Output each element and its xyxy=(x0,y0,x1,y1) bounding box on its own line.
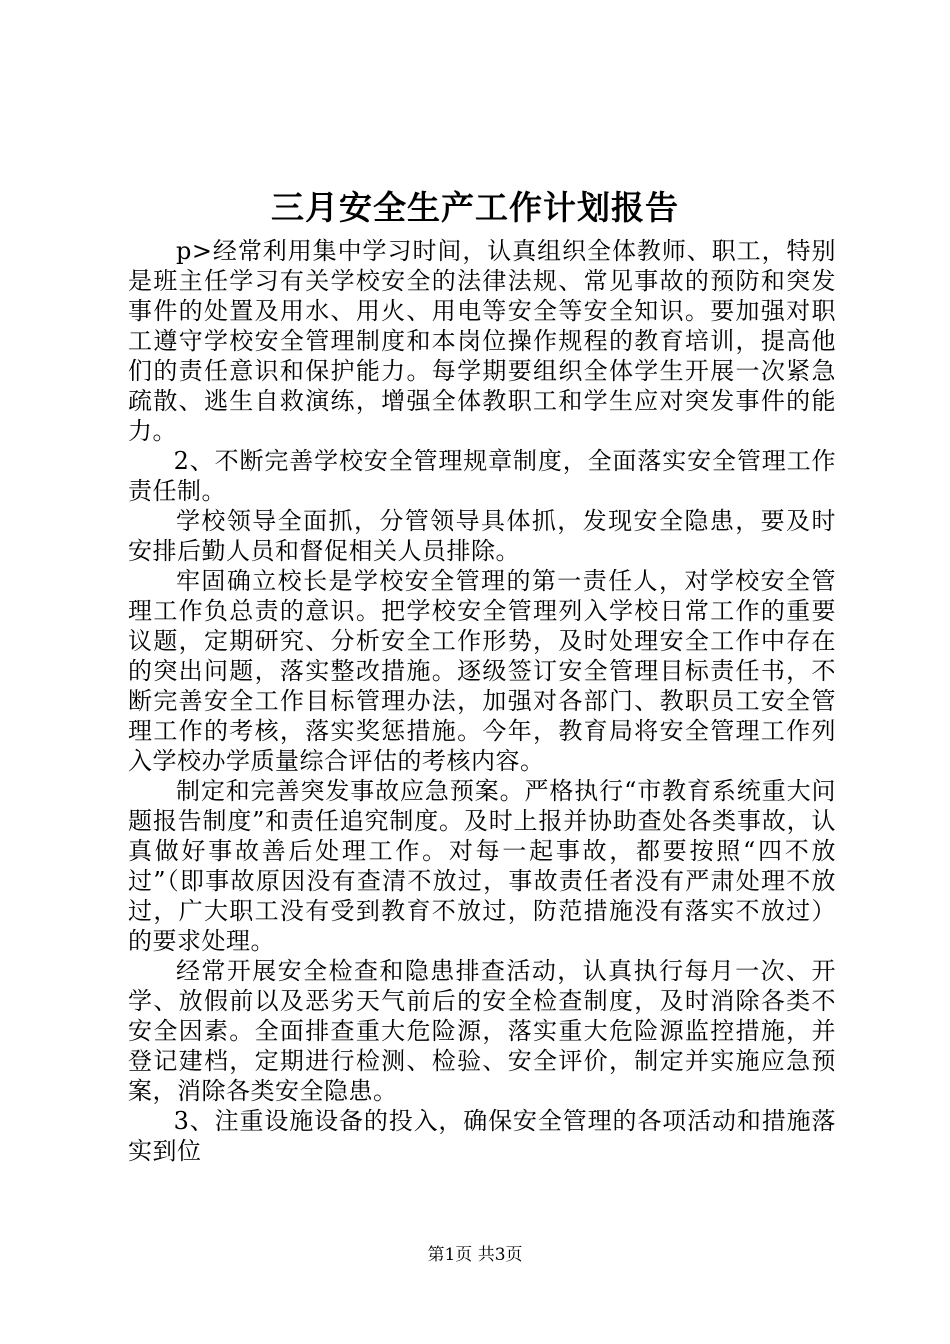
page-number-footer: 第1页 共3页 xyxy=(427,1245,523,1265)
paragraph-safety-inspection: 经常开展安全检查和隐患排查活动，认真执行每月一次、开学、放假前以及恶劣天气前后的安全检查制度，及时消除各类不安全因素。全面排查重大危险源，落实重大危险源监控措施，并登记建档，定期进行检测、检验、安全评价，制定并实施应急预案，消除各类安全隐患。 xyxy=(128,957,836,1105)
paragraph-leadership: 学校领导全面抓，分管领导具体抓，发现安全隐患，要及时安排后勤人员和督促相关人员排除。 xyxy=(128,507,836,565)
paragraph-section-2-heading: 2、不断完善学校安全管理规章制度，全面落实安全管理工作责任制。 xyxy=(128,447,836,505)
paragraph-section-3-heading: 3、注重设施设备的投入，确保安全管理的各项活动和措施落实到位 xyxy=(128,1107,836,1165)
paragraph-training: p>经常利用集中学习时间，认真组织全体教师、职工，特别是班主任学习有关学校安全的法律法规、常见事故的预防和突发事件的处置及用水、用火、用电等安全等安全知识。要加强对职工遵守学校安全管理制度和本岗位操作规程的教育培训，提高他们的责任意识和保护能力。每学期要组织全体学生开展一次紧急疏散、逃生自救演练，增强全体教职工和学生应对突发事件的能力。 xyxy=(128,237,836,445)
paragraph-principal-responsibility: 牢固确立校长是学校安全管理的第一责任人，对学校安全管理工作负总责的意识。把学校安全管理列入学校日常工作的重要议题，定期研究、分析安全工作形势，及时处理安全工作中存在的突出问题，落实整改措施。逐级签订安全管理目标责任书，不断完善安全工作目标管理办法，加强对各部门、教职员工安全管理工作的考核，落实奖惩措施。今年，教育局将安全管理工作列入学校办学质量综合评估的考核内容。 xyxy=(128,567,836,775)
document-body xyxy=(128,236,836,1166)
paragraph-emergency-plan: 制定和完善突发事故应急预案。严格执行“市教育系统重大问题报告制度”和责任追究制度。及时上报并协助查处各类事故，认真做好事故善后处理工作。对每一起事故，都要按照“四不放过”（即事故原因没有查清不放过，事故责任者没有严肃处理不放过，广大职工没有受到教育不放过，防范措施没有落实不放过）的要求处理。 xyxy=(128,777,836,955)
document-title: 三月安全生产工作计划报告 xyxy=(271,188,679,227)
